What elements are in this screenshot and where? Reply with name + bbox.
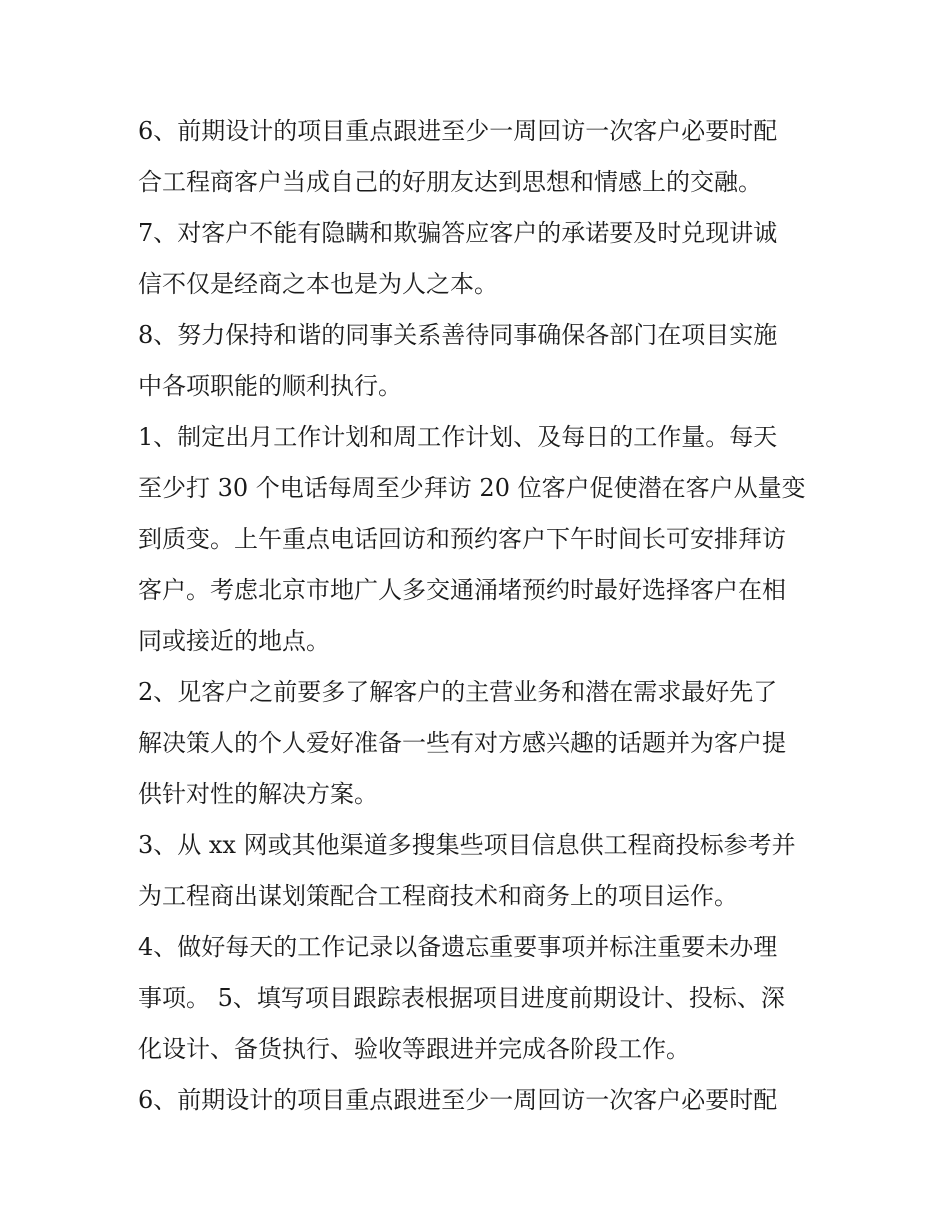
text-line: 6、前期设计的项目重点跟进至少一周回访一次客户必要时配 — [138, 117, 778, 145]
text-line: 事项。 5、填写项目跟踪表根据项目进度前期设计、投标、深 — [138, 984, 785, 1012]
body-text — [138, 106, 838, 1126]
text-line: 中各项职能的顺利执行。 — [138, 372, 402, 400]
text-line: 到质变。上午重点电话回访和预约客户下午时间长可安排拜访 — [138, 525, 786, 553]
text-line: 解决策人的个人爱好准备一些有对方感兴趣的话题并为客户提 — [138, 729, 786, 757]
text-line: 合工程商客户当成自己的好朋友达到思想和情感上的交融。 — [138, 168, 762, 196]
text-line: 同或接近的地点。 — [138, 627, 330, 655]
text-line: 3、从 xx 网或其他渠道多搜集些项目信息供工程商投标参考并 — [138, 831, 796, 859]
text-line: 化设计、备货执行、验收等跟进并完成各阶段工作。 — [138, 1035, 690, 1063]
text-line: 供针对性的解决方案。 — [138, 780, 378, 808]
text-line: 6、前期设计的项目重点跟进至少一周回访一次客户必要时配 — [138, 1086, 778, 1114]
text-line: 1、制定出月工作计划和周工作计划、及每日的工作量。每天 — [138, 423, 778, 451]
text-line: 2、见客户之前要多了解客户的主营业务和潜在需求最好先了 — [138, 678, 778, 706]
text-line: 信不仅是经商之本也是为人之本。 — [138, 270, 498, 298]
text-line: 客户。考虑北京市地广人多交通涌堵预约时最好选择客户在相 — [138, 576, 786, 604]
text-line: 为工程商出谋划策配合工程商技术和商务上的项目运作。 — [138, 882, 738, 910]
text-line: 4、做好每天的工作记录以备遗忘重要事项并标注重要未办理 — [138, 933, 778, 961]
text-line: 7、对客户不能有隐瞒和欺骗答应客户的承诺要及时兑现讲诚 — [138, 219, 778, 247]
text-line: 至少打 30 个电话每周至少拜访 20 位客户促使潜在客户从量变 — [138, 474, 806, 502]
text-line: 8、努力保持和谐的同事关系善待同事确保各部门在项目实施 — [138, 321, 778, 349]
